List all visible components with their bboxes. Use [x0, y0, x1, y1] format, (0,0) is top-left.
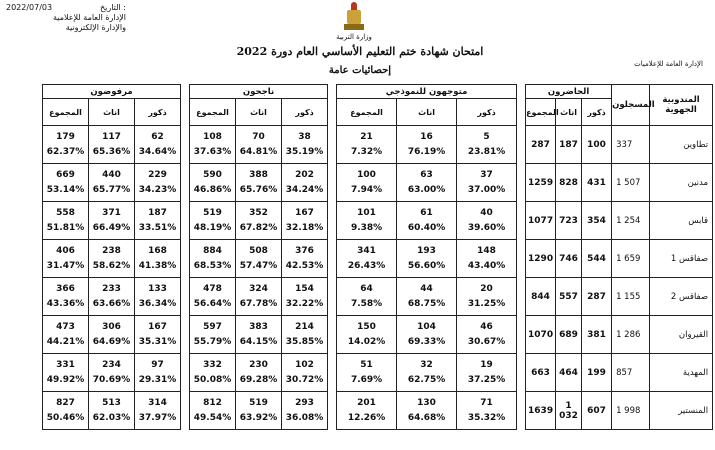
region-name: المنستير — [678, 405, 709, 416]
rejected-male-count: 62 — [151, 131, 164, 142]
passed-female-count: 388 — [249, 169, 268, 180]
registered-count: 337 — [616, 139, 633, 150]
passed-female-percent: 65.76% — [239, 184, 278, 195]
rejected-male-percent: 34.23% — [138, 184, 177, 195]
rejected-male-percent: 36.34% — [138, 298, 177, 309]
directed-total-percent: 7.32% — [350, 146, 383, 157]
passed-total-count: 884 — [203, 245, 222, 256]
group-header-row — [43, 85, 713, 99]
table-row — [43, 316, 713, 354]
passed-male-count: 154 — [295, 283, 314, 294]
passed-male-count: 293 — [295, 397, 314, 408]
present-female: 464 — [559, 367, 578, 378]
present-female: 828 — [559, 177, 578, 188]
rejected-total-percent: 62.37% — [46, 146, 85, 157]
directed-total-percent: 7.58% — [350, 298, 383, 309]
rejected-male-count: 97 — [151, 359, 164, 370]
registered-count: 1 659 — [616, 253, 641, 264]
passed-male-percent: 42.53% — [285, 260, 324, 271]
directed-total-percent: 9.38% — [350, 222, 383, 233]
directed-female-percent: 64.68% — [407, 412, 446, 423]
rejected-header: مرفوضون — [43, 85, 181, 99]
rejected-female-count: 233 — [102, 283, 121, 294]
passed-total-percent: 56.64% — [193, 298, 232, 309]
passed-male-percent: 32.18% — [285, 222, 324, 233]
passed-total-count: 812 — [203, 397, 222, 408]
rejected-female-header: اناث — [89, 99, 135, 126]
present-male: 607 — [587, 405, 606, 416]
passed-total-count: 332 — [203, 359, 222, 370]
directed-male-count: 71 — [480, 397, 493, 408]
passed-female-percent: 63.92% — [239, 412, 278, 423]
passed-female-percent: 67.78% — [239, 298, 278, 309]
rejected-total-count: 827 — [56, 397, 75, 408]
directed-male-percent: 39.60% — [467, 222, 506, 233]
passed-male-count: 214 — [295, 321, 314, 332]
passed-female-percent: 67.82% — [239, 222, 278, 233]
directed-female-count: 130 — [417, 397, 436, 408]
directed-total-count: 51 — [360, 359, 373, 370]
directed-total-count: 100 — [357, 169, 376, 180]
present-male: 199 — [587, 367, 606, 378]
present-female: 1 032 — [559, 400, 578, 421]
directed-male-count: 5 — [483, 131, 490, 142]
directed-header: متوجهون للنموذجي — [337, 85, 517, 99]
rejected-total-percent: 51.81% — [46, 222, 85, 233]
region-name: صفاقس 2 — [670, 291, 709, 302]
passed-female-count: 519 — [249, 397, 268, 408]
region-name: تطاوين — [683, 139, 709, 150]
passed-total-percent: 46.86% — [193, 184, 232, 195]
passed-male-count: 102 — [295, 359, 314, 370]
region-name: القيروان — [678, 329, 709, 340]
document-title: امتحان شهادة ختم التعليم الأساسي العام دورة 2022 — [236, 45, 484, 58]
directed-male-count: 37 — [480, 169, 493, 180]
document-subtitle: إحصائيات عامة — [328, 65, 392, 76]
present-female: 187 — [559, 139, 578, 150]
rejected-female-percent: 62.03% — [92, 412, 131, 423]
passed-male-percent: 36.08% — [285, 412, 324, 423]
region-name: المهدية — [682, 367, 709, 378]
rejected-total-count: 331 — [56, 359, 75, 370]
passed-female-percent: 69.28% — [239, 374, 278, 385]
rejected-total-count: 179 — [56, 131, 75, 142]
passed-total-count: 108 — [203, 131, 222, 142]
stats-table — [42, 84, 713, 430]
directed-total-percent: 7.69% — [350, 374, 383, 385]
registered-count: 1 254 — [616, 215, 641, 226]
directed-male-header: ذكور — [457, 99, 517, 126]
directed-male-percent: 23.81% — [467, 146, 506, 157]
rejected-female-count: 238 — [102, 245, 121, 256]
present-total: 287 — [531, 139, 550, 150]
passed-male-percent: 35.19% — [285, 146, 324, 157]
rejected-female-percent: 58.62% — [92, 260, 131, 271]
top-left-header — [6, 3, 126, 33]
rejected-total-percent: 44.21% — [46, 336, 85, 347]
rejected-female-percent: 64.69% — [92, 336, 131, 347]
right-dept: الإدارة العامة للإعلاميات — [634, 60, 703, 68]
present-male: 544 — [587, 253, 606, 264]
passed-total-percent: 55.79% — [193, 336, 232, 347]
rejected-female-count: 440 — [102, 169, 121, 180]
rejected-female-count: 117 — [102, 131, 121, 142]
rejected-total-percent: 43.36% — [46, 298, 85, 309]
directed-total-count: 150 — [357, 321, 376, 332]
directed-total-header: المجموع — [337, 99, 397, 126]
passed-total-percent: 68.53% — [193, 260, 232, 271]
table-row — [43, 354, 713, 392]
directed-total-count: 341 — [357, 245, 376, 256]
passed-total-percent: 48.19% — [193, 222, 232, 233]
passed-male-count: 38 — [298, 131, 311, 142]
rejected-total-header: المجموع — [43, 99, 89, 126]
directed-male-count: 148 — [477, 245, 496, 256]
directed-total-count: 64 — [360, 283, 373, 294]
directed-female-header: اناث — [397, 99, 457, 126]
present-female: 723 — [559, 215, 578, 226]
present-total-header: المجموع — [526, 99, 556, 126]
registered-count: 1 155 — [616, 291, 641, 302]
passed-female-count: 230 — [249, 359, 268, 370]
present-male: 100 — [587, 139, 606, 150]
rejected-male-percent: 41.38% — [138, 260, 177, 271]
present-header: الحاضرون — [526, 85, 612, 99]
date-value: 2022/07/03 — [6, 3, 53, 12]
rejected-total-percent: 53.14% — [46, 184, 85, 195]
registered-count: 857 — [616, 367, 633, 378]
table-row — [43, 164, 713, 202]
passed-header: ناجحون — [190, 85, 328, 99]
rejected-male-percent: 34.64% — [138, 146, 177, 157]
directed-female-count: 63 — [420, 169, 433, 180]
rejected-male-percent: 29.31% — [138, 374, 177, 385]
rejected-male-percent: 33.51% — [138, 222, 177, 233]
directed-female-percent: 56.60% — [407, 260, 446, 271]
rejected-male-count: 168 — [148, 245, 167, 256]
passed-female-count: 508 — [249, 245, 268, 256]
left-dept-line1: الإدارة العامة للإعلامية — [53, 13, 126, 22]
directed-female-percent: 68.75% — [407, 298, 446, 309]
present-total: 663 — [531, 367, 550, 378]
directed-female-percent: 62.75% — [407, 374, 446, 385]
emblem-icon — [344, 2, 364, 32]
directed-female-count: 44 — [420, 283, 433, 294]
rejected-male-count: 229 — [148, 169, 167, 180]
table-row — [43, 392, 713, 430]
table-row — [43, 126, 713, 164]
directed-female-percent: 69.33% — [407, 336, 446, 347]
directed-total-percent: 26.43% — [347, 260, 386, 271]
left-dept-line2: والإدارة الإلكترونية — [65, 23, 126, 32]
rejected-total-count: 473 — [56, 321, 75, 332]
passed-female-count: 383 — [249, 321, 268, 332]
passed-male-header: ذكور — [282, 99, 328, 126]
passed-female-count: 70 — [252, 131, 265, 142]
passed-male-percent: 35.85% — [285, 336, 324, 347]
present-male: 287 — [587, 291, 606, 302]
registered-count: 1 507 — [616, 177, 641, 188]
directed-total-percent: 12.26% — [347, 412, 386, 423]
present-total: 844 — [531, 291, 550, 302]
stats-table-wrap — [42, 84, 710, 430]
date-line — [6, 3, 126, 13]
passed-total-header: المجموع — [190, 99, 236, 126]
passed-female-percent: 57.47% — [239, 260, 278, 271]
rejected-female-percent: 70.69% — [92, 374, 131, 385]
passed-total-percent: 49.54% — [193, 412, 232, 423]
directed-female-count: 104 — [417, 321, 436, 332]
present-male-header: ذكور — [582, 99, 612, 126]
passed-male-count: 376 — [295, 245, 314, 256]
region-name: قابس — [688, 215, 709, 226]
directed-total-percent: 14.02% — [347, 336, 386, 347]
passed-female-percent: 64.15% — [239, 336, 278, 347]
present-total: 1639 — [528, 405, 554, 416]
directed-male-percent: 31.25% — [467, 298, 506, 309]
present-female: 746 — [559, 253, 578, 264]
rejected-total-count: 406 — [56, 245, 75, 256]
present-male: 431 — [587, 177, 606, 188]
directed-female-count: 193 — [417, 245, 436, 256]
passed-total-percent: 37.63% — [193, 146, 232, 157]
directed-total-percent: 7.94% — [350, 184, 383, 195]
rejected-female-percent: 65.36% — [92, 146, 131, 157]
rejected-total-percent: 49.92% — [46, 374, 85, 385]
directed-female-percent: 76.19% — [407, 146, 446, 157]
directed-male-count: 19 — [480, 359, 493, 370]
passed-female-header: اناث — [236, 99, 282, 126]
passed-female-count: 352 — [249, 207, 268, 218]
rejected-male-header: ذكور — [135, 99, 181, 126]
rejected-total-count: 558 — [56, 207, 75, 218]
present-male: 381 — [587, 329, 606, 340]
directed-male-percent: 37.00% — [467, 184, 506, 195]
ministry-logo — [336, 2, 372, 46]
rejected-female-percent: 63.66% — [92, 298, 131, 309]
rejected-male-percent: 35.31% — [138, 336, 177, 347]
registered-header: المسجلون — [612, 85, 650, 126]
directed-female-count: 61 — [420, 207, 433, 218]
directed-male-count: 46 — [480, 321, 493, 332]
directed-male-percent: 37.25% — [467, 374, 506, 385]
directed-female-count: 32 — [420, 359, 433, 370]
directed-total-count: 21 — [360, 131, 373, 142]
registered-count: 1 286 — [616, 329, 641, 340]
passed-total-count: 519 — [203, 207, 222, 218]
passed-female-percent: 64.81% — [239, 146, 278, 157]
rejected-female-percent: 66.49% — [92, 222, 131, 233]
passed-female-count: 324 — [249, 283, 268, 294]
directed-total-count: 101 — [357, 207, 376, 218]
logo-caption: وزارة التربية — [336, 33, 372, 41]
rejected-total-percent: 31.47% — [46, 260, 85, 271]
passed-male-percent: 32.22% — [285, 298, 324, 309]
rejected-male-count: 167 — [148, 321, 167, 332]
region-header: المندوبية الجهوية — [650, 85, 713, 126]
rejected-total-percent: 50.46% — [46, 412, 85, 423]
rejected-total-count: 366 — [56, 283, 75, 294]
passed-total-count: 478 — [203, 283, 222, 294]
rejected-male-count: 133 — [148, 283, 167, 294]
rejected-female-percent: 65.77% — [92, 184, 131, 195]
directed-male-percent: 30.67% — [467, 336, 506, 347]
present-total: 1290 — [528, 253, 554, 264]
rejected-total-count: 669 — [56, 169, 75, 180]
stats-table-body — [43, 126, 713, 430]
directed-female-percent: 63.00% — [407, 184, 446, 195]
present-total: 1070 — [528, 329, 554, 340]
passed-male-percent: 34.24% — [285, 184, 324, 195]
present-female: 557 — [559, 291, 578, 302]
rejected-female-count: 513 — [102, 397, 121, 408]
present-male: 354 — [587, 215, 606, 226]
passed-total-count: 597 — [203, 321, 222, 332]
rejected-male-count: 187 — [148, 207, 167, 218]
registered-count: 1 998 — [616, 405, 641, 416]
rejected-female-count: 306 — [102, 321, 121, 332]
passed-male-count: 167 — [295, 207, 314, 218]
rejected-female-count: 234 — [102, 359, 121, 370]
present-total: 1077 — [528, 215, 554, 226]
table-row — [43, 278, 713, 316]
directed-male-percent: 35.32% — [467, 412, 506, 423]
directed-male-percent: 43.40% — [467, 260, 506, 271]
directed-female-percent: 60.40% — [407, 222, 446, 233]
passed-male-count: 202 — [295, 169, 314, 180]
region-name: صفاقس 1 — [670, 253, 709, 264]
passed-total-count: 590 — [203, 169, 222, 180]
passed-total-percent: 50.08% — [193, 374, 232, 385]
directed-male-count: 20 — [480, 283, 493, 294]
directed-male-count: 40 — [480, 207, 493, 218]
directed-female-count: 16 — [420, 131, 433, 142]
region-name: مدنين — [687, 177, 709, 188]
present-female: 689 — [559, 329, 578, 340]
table-row — [43, 240, 713, 278]
present-total: 1259 — [528, 177, 554, 188]
present-female-header: اناث — [556, 99, 582, 126]
table-row — [43, 202, 713, 240]
rejected-male-percent: 37.97% — [138, 412, 177, 423]
rejected-female-count: 371 — [102, 207, 121, 218]
passed-male-percent: 30.72% — [285, 374, 324, 385]
directed-total-count: 201 — [357, 397, 376, 408]
date-label: التاريخ : — [99, 3, 126, 12]
rejected-male-count: 314 — [148, 397, 167, 408]
